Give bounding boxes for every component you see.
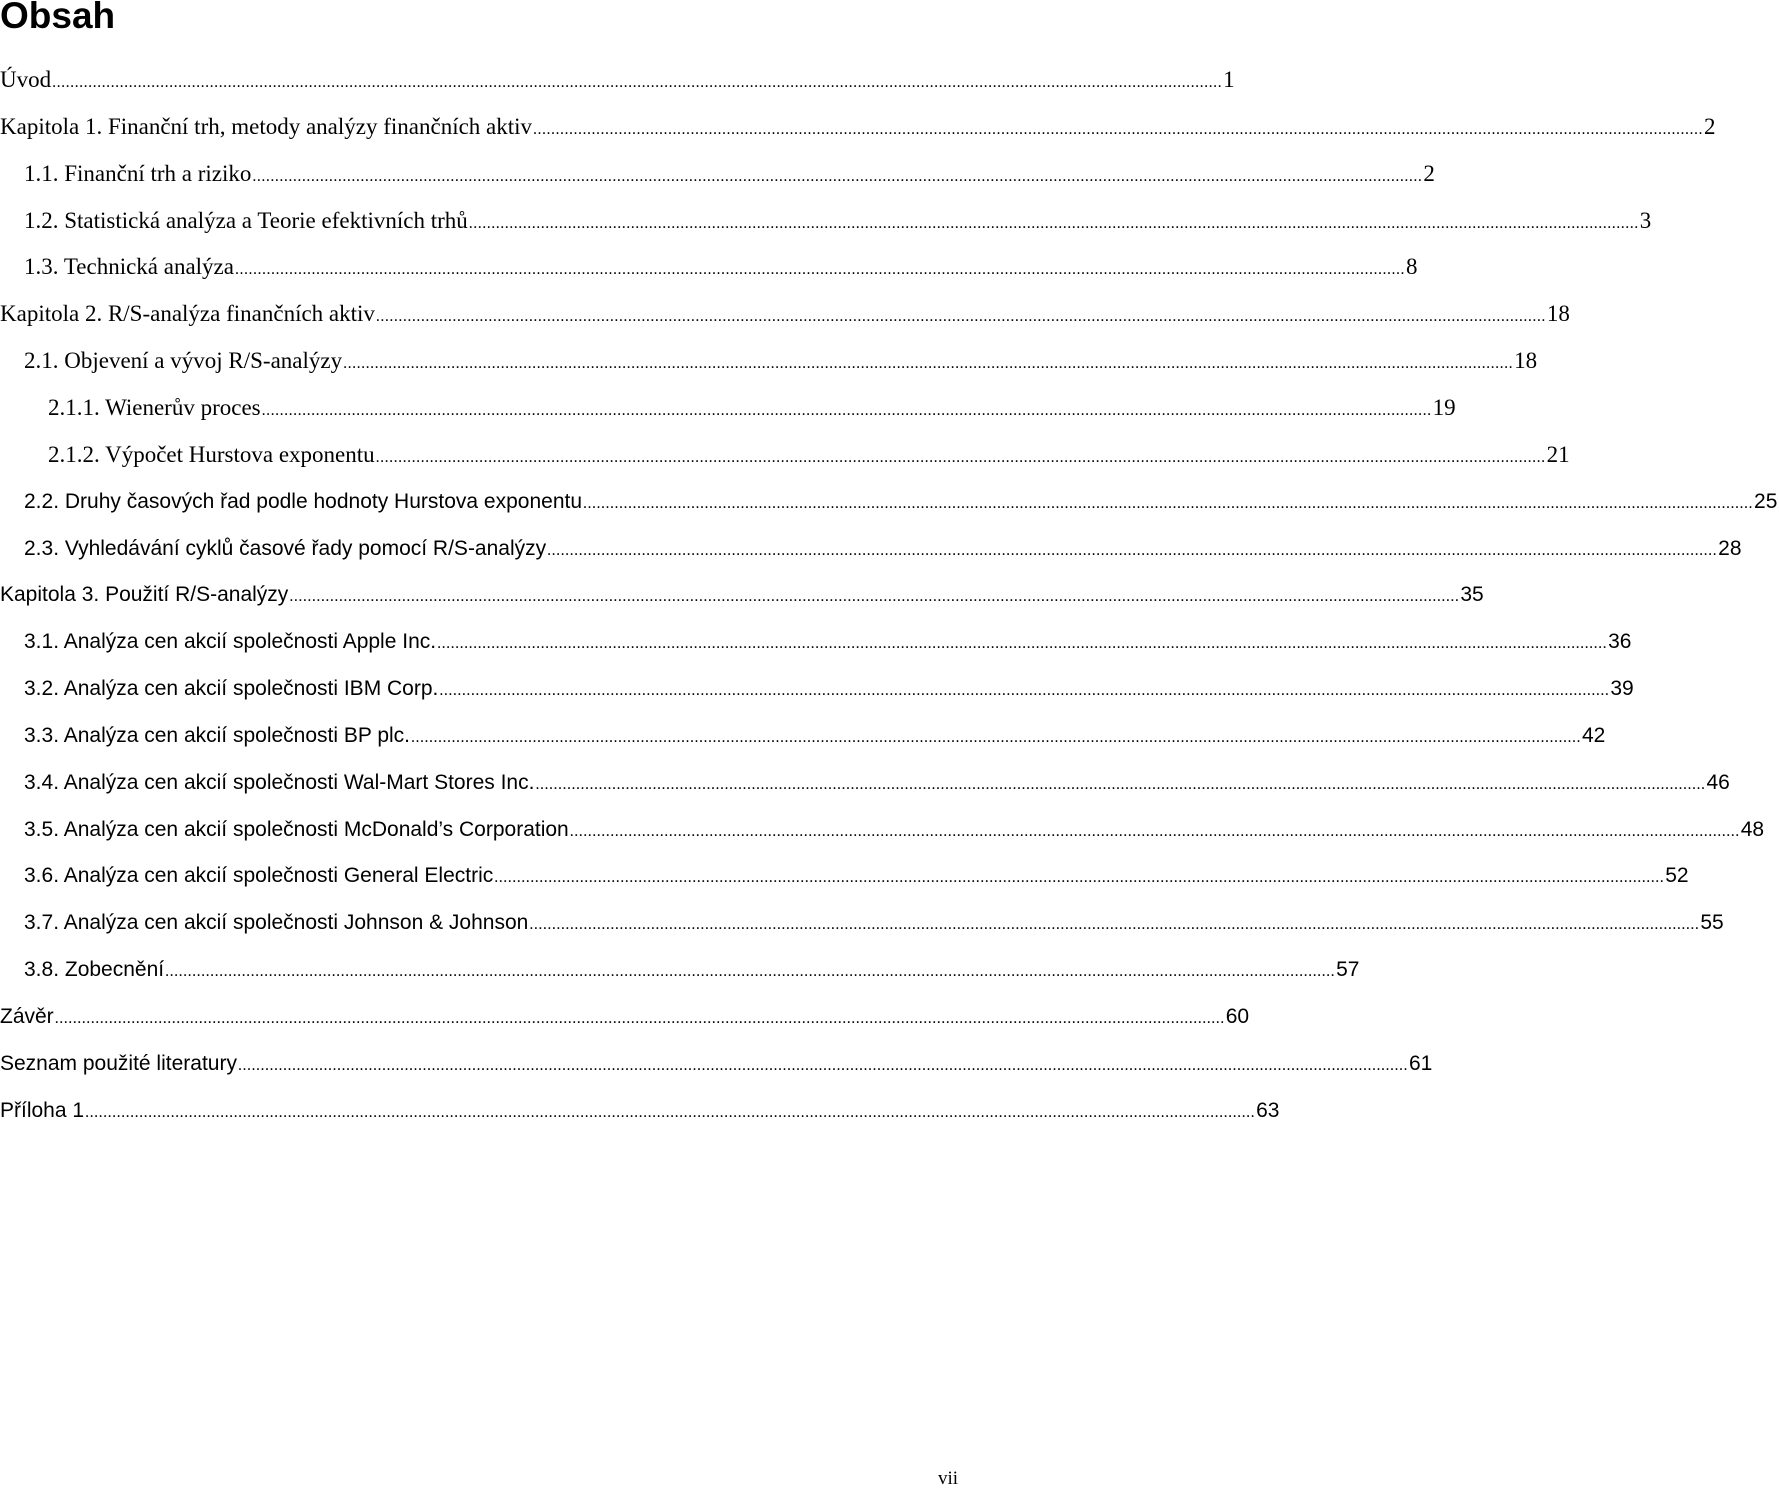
- toc-entry[interactable]: [0, 482, 1778, 522]
- toc-entry-title: Seznam použité literatury: [0, 1051, 237, 1075]
- dot-leader: ....................................................................................................................................................................................................................................................................: [252, 167, 1423, 185]
- toc-entry-page: 36: [1608, 630, 1632, 654]
- toc-entry[interactable]: [0, 435, 1570, 475]
- toc-entry-title: Kapitola 2. R/S-analýza finančních aktiv: [0, 301, 375, 327]
- toc-entry[interactable]: [0, 294, 1570, 334]
- toc-entry-title: 3.7. Analýza cen akcií společnosti Johnson & Johnson: [24, 911, 529, 935]
- toc-entry[interactable]: [0, 622, 1632, 662]
- toc-entry-page: 18: [1546, 301, 1570, 327]
- toc-entry-page: 55: [1700, 911, 1724, 935]
- toc-entry-title: 3.8. Zobecnění: [24, 958, 165, 982]
- toc-entry[interactable]: [0, 903, 1724, 943]
- toc-entry-title: 3.4. Analýza cen akcií společnosti Wal-Mart Stores Inc.: [24, 770, 535, 794]
- toc-entry-page: 2: [1423, 160, 1435, 186]
- toc-entry-title: 2.3. Vyhledávání cyklů časové řady pomocí R/S-analýzy: [24, 536, 547, 560]
- dot-leader: ....................................................................................................................................................................................................................................................................: [529, 916, 1700, 934]
- toc-entry[interactable]: [0, 388, 1456, 428]
- toc-entry-page: 25: [1754, 489, 1778, 513]
- toc-entry-title: 1.1. Finanční trh a riziko: [24, 160, 252, 186]
- toc-entry[interactable]: [0, 716, 1606, 756]
- toc-entry[interactable]: [0, 60, 1235, 100]
- toc-entry-page: 21: [1546, 441, 1570, 467]
- toc-entry-title: Příloha 1: [0, 1098, 85, 1122]
- dot-leader: ....................................................................................................................................................................................................................................................................: [165, 963, 1336, 981]
- dot-leader: ....................................................................................................................................................................................................................................................................: [54, 1010, 1225, 1027]
- toc-entry[interactable]: [0, 810, 1765, 850]
- toc-entry[interactable]: [0, 341, 1538, 381]
- toc-entry[interactable]: [0, 529, 1742, 569]
- dot-leader: ....................................................................................................................................................................................................................................................................: [237, 1056, 1408, 1074]
- toc-entry[interactable]: [0, 1044, 1433, 1084]
- toc-entry-page: 39: [1610, 677, 1634, 701]
- dot-leader: ....................................................................................................................................................................................................................................................................: [85, 1103, 1256, 1121]
- dot-leader: ....................................................................................................................................................................................................................................................................: [234, 261, 1405, 279]
- toc-entry-title: Kapitola 1. Finanční trh, metody analýzy finančních aktiv: [0, 113, 533, 139]
- dot-leader: ....................................................................................................................................................................................................................................................................: [343, 355, 1514, 373]
- toc-entry-page: 8: [1405, 254, 1418, 280]
- toc-entry[interactable]: [0, 201, 1652, 241]
- dot-leader: ....................................................................................................................................................................................................................................................................: [494, 869, 1665, 887]
- toc-entry-page: 42: [1582, 723, 1606, 747]
- page-number: vii: [937, 1468, 958, 1489]
- toc-entry-page: 2: [1704, 113, 1716, 139]
- page-title: Obsah: [0, 0, 116, 36]
- dot-leader: ....................................................................................................................................................................................................................................................................: [468, 214, 1639, 232]
- toc-entry-title: 3.1. Analýza cen akcií společnosti Apple Inc.: [24, 630, 437, 654]
- toc-entry[interactable]: [0, 856, 1689, 896]
- toc-entry-page: 61: [1408, 1051, 1433, 1075]
- toc-entry-page: 19: [1432, 394, 1456, 420]
- dot-leader: ....................................................................................................................................................................................................................................................................: [533, 120, 1704, 138]
- toc-entry-title: 3.3. Analýza cen akcií společnosti BP plc.: [24, 723, 410, 747]
- dot-leader: ....................................................................................................................................................................................................................................................................: [375, 308, 1546, 326]
- dot-leader: ....................................................................................................................................................................................................................................................................: [52, 74, 1223, 91]
- dot-leader: ....................................................................................................................................................................................................................................................................: [535, 775, 1706, 793]
- toc-entry-title: Kapitola 3. Použití R/S-analýzy: [0, 583, 289, 607]
- toc-entry-page: 3: [1639, 207, 1652, 233]
- toc-entry[interactable]: [0, 575, 1484, 615]
- toc-entry-page: 63: [1256, 1098, 1280, 1122]
- toc-entry-title: 3.6. Analýza cen akcií společnosti General Electric: [24, 864, 494, 888]
- toc-entry-title: 2.2. Druhy časových řad podle hodnoty Hurstova exponentu: [24, 489, 583, 513]
- toc-entry[interactable]: [0, 154, 1435, 194]
- toc-entry-page: 18: [1514, 348, 1538, 374]
- dot-leader: ....................................................................................................................................................................................................................................................................: [437, 635, 1608, 653]
- toc-entry-page: 28: [1718, 536, 1742, 560]
- dot-leader: ....................................................................................................................................................................................................................................................................: [583, 494, 1754, 512]
- toc-entry[interactable]: [0, 950, 1360, 990]
- toc-entry-title: Úvod: [0, 67, 52, 92]
- toc-entry[interactable]: [0, 669, 1634, 709]
- toc-entry-title: 2.1.2. Výpočet Hurstova exponentu: [48, 441, 375, 467]
- toc-entry[interactable]: [0, 107, 1716, 147]
- dot-leader: ....................................................................................................................................................................................................................................................................: [411, 728, 1581, 746]
- toc-entry[interactable]: [0, 1091, 1280, 1131]
- toc-entry-page: 52: [1665, 864, 1689, 888]
- toc-entry-title: 1.2. Statistická analýza a Teorie efektivních trhů: [24, 207, 468, 233]
- dot-leader: ....................................................................................................................................................................................................................................................................: [569, 822, 1740, 840]
- dot-leader: ....................................................................................................................................................................................................................................................................: [375, 448, 1546, 466]
- dot-leader: ....................................................................................................................................................................................................................................................................: [261, 401, 1432, 419]
- toc-entry[interactable]: [0, 763, 1730, 803]
- toc-entry-title: 2.1. Objevení a vývoj R/S-analýzy: [24, 348, 343, 374]
- toc-entry[interactable]: [0, 997, 1250, 1037]
- toc-entry-title: 1.3. Technická analýza: [24, 254, 234, 280]
- toc-entry-title: 3.2. Analýza cen akcií společnosti IBM Corp.: [24, 677, 439, 701]
- toc-entry[interactable]: [0, 247, 1418, 287]
- toc-entry-page: 46: [1706, 770, 1730, 794]
- toc-entry-page: 1: [1223, 67, 1235, 92]
- toc-entry-page: 60: [1225, 1005, 1250, 1028]
- toc-entry-page: 48: [1740, 817, 1765, 841]
- toc-entry-title: 2.1.1. Wienerův proces: [48, 394, 261, 420]
- toc-entry-title: 3.5. Analýza cen akcií společnosti McDonald’s Corporation: [24, 817, 569, 841]
- toc-entry-page: 35: [1460, 583, 1484, 607]
- toc-entry-page: 57: [1336, 958, 1360, 982]
- dot-leader: ....................................................................................................................................................................................................................................................................: [289, 588, 1460, 606]
- dot-leader: ....................................................................................................................................................................................................................................................................: [547, 541, 1718, 559]
- toc-entry-title: Závěr: [0, 1005, 54, 1028]
- dot-leader: ....................................................................................................................................................................................................................................................................: [439, 682, 1610, 700]
